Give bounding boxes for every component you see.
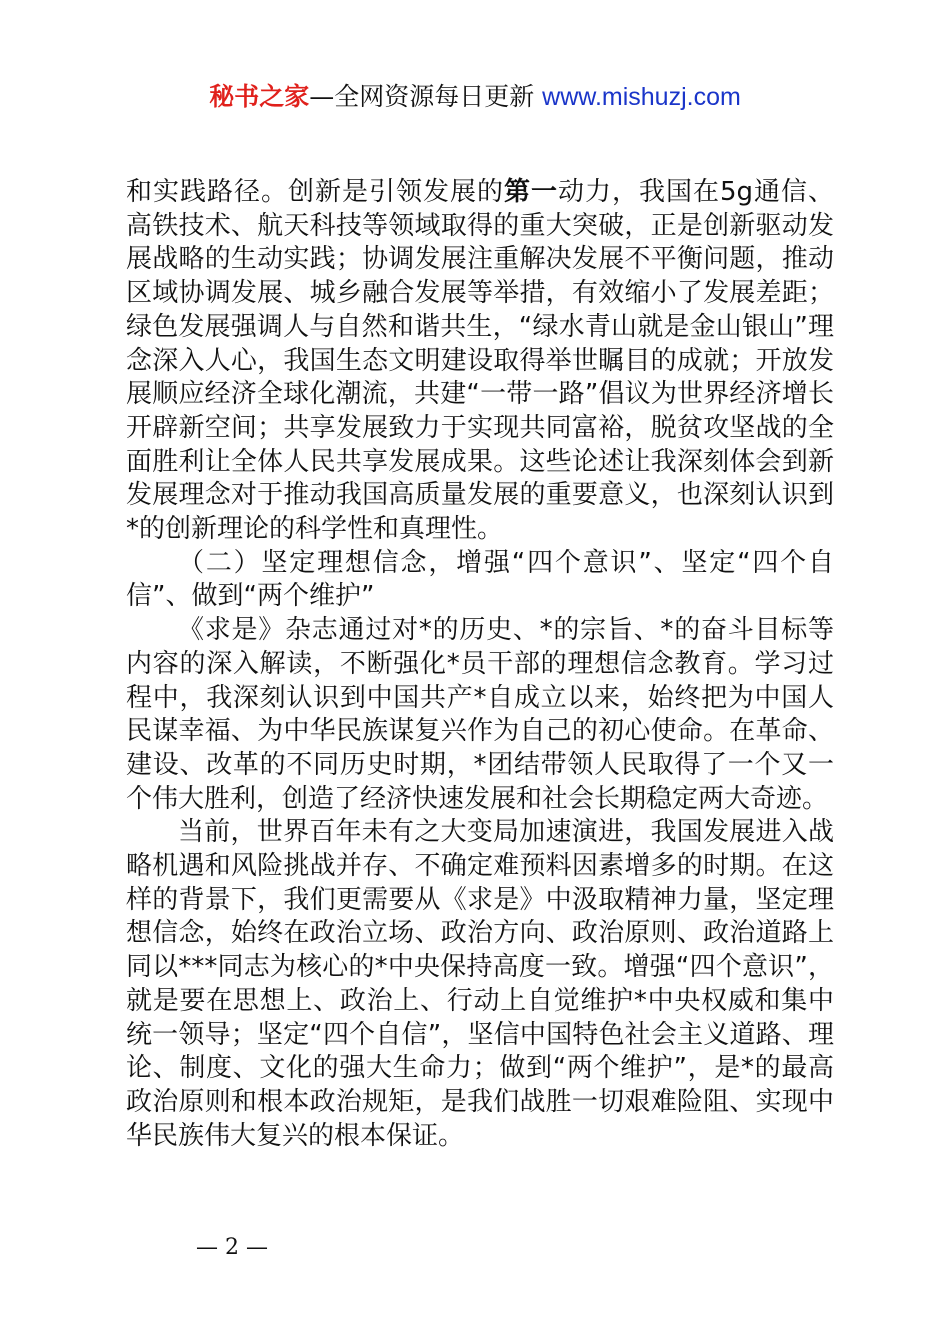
header-tagline: —全网资源每日更新 [309,82,543,111]
brand-name: 秘书之家 [209,82,310,111]
bold-emphasis: 第一 [503,177,558,207]
document-body [126,176,834,1153]
site-url-link[interactable]: www.mishuzj.com [542,83,741,111]
site-header [0,80,950,114]
paragraph-continuation [126,176,834,547]
paragraph-text: 和实践路径。创新是引领发展的 [126,177,504,207]
paragraph: 《求是》杂志通过对*的历史、*的宗旨、*的奋斗目标等内容的深入解读，不断强化*员干部的理想信念教育。学习过程中，我深刻认识到中国共产*自成立以来，始终把为中国人民谋幸福、为中华民族谋复兴作为自己的初心使命。在革命、建设、改革的不同历史时期，*团结带领人民取得了一个又一个伟大胜利，创造了经济快速发展和社会长期稳定两大奇迹。 [126,615,834,814]
paragraph: 当前，世界百年未有之大变局加速演进，我国发展进入战略机遇和风险挑战并存、不确定难预料因素增多的时期。在这样的背景下，我们更需要从《求是》中汲取精神力量，坚定理想信念，始终在政治立场、政治方向、政治原则、政治道路上同以***同志为核心的*中央保持高度一致。增强“四个意识”，就是要在思想上、政治上、行动上自觉维护*中央权威和集中统一领导；坚定“四个自信”，坚信中国特色社会主义道路、理论、制度、文化的强大生命力；做到“两个维护”，是*的最高政治原则和根本政治规矩，是我们战胜一切艰难险阻、实现中华民族伟大复兴的根本保证。 [126,817,834,1151]
page-number: — 2 — [196,1235,268,1260]
section-heading: （二）坚定理想信念，增强“四个意识”、坚定“四个自信”、做到“两个维护” [126,547,834,612]
paragraph-text: 动力，我国在5g通信、高铁技术、航天科技等领域取得的重大突破，正是创新驱动发展战略的生动实践；协调发展注重解决发展不平衡问题，推动区域协调发展、城乡融合发展等举措，有效缩小了发展差距；绿色发展强调人与自然和谐共生，“绿水青山就是金山银山”理念深入人心，我国生态文明建设取得举世瞩目的成就；开放发展顺应经济全球化潮流，共建“一带一路”倡议为世界经济增长开辟新空间；共享发展致力于实现共同富裕，脱贫攻坚战的全面胜利让全体人民共享发展成果。这些论述让我深刻体会到新发展理念对于推动我国高质量发展的重要意义，也深刻认识到*的创新理论的科学性和真理性。 [126,177,834,545]
